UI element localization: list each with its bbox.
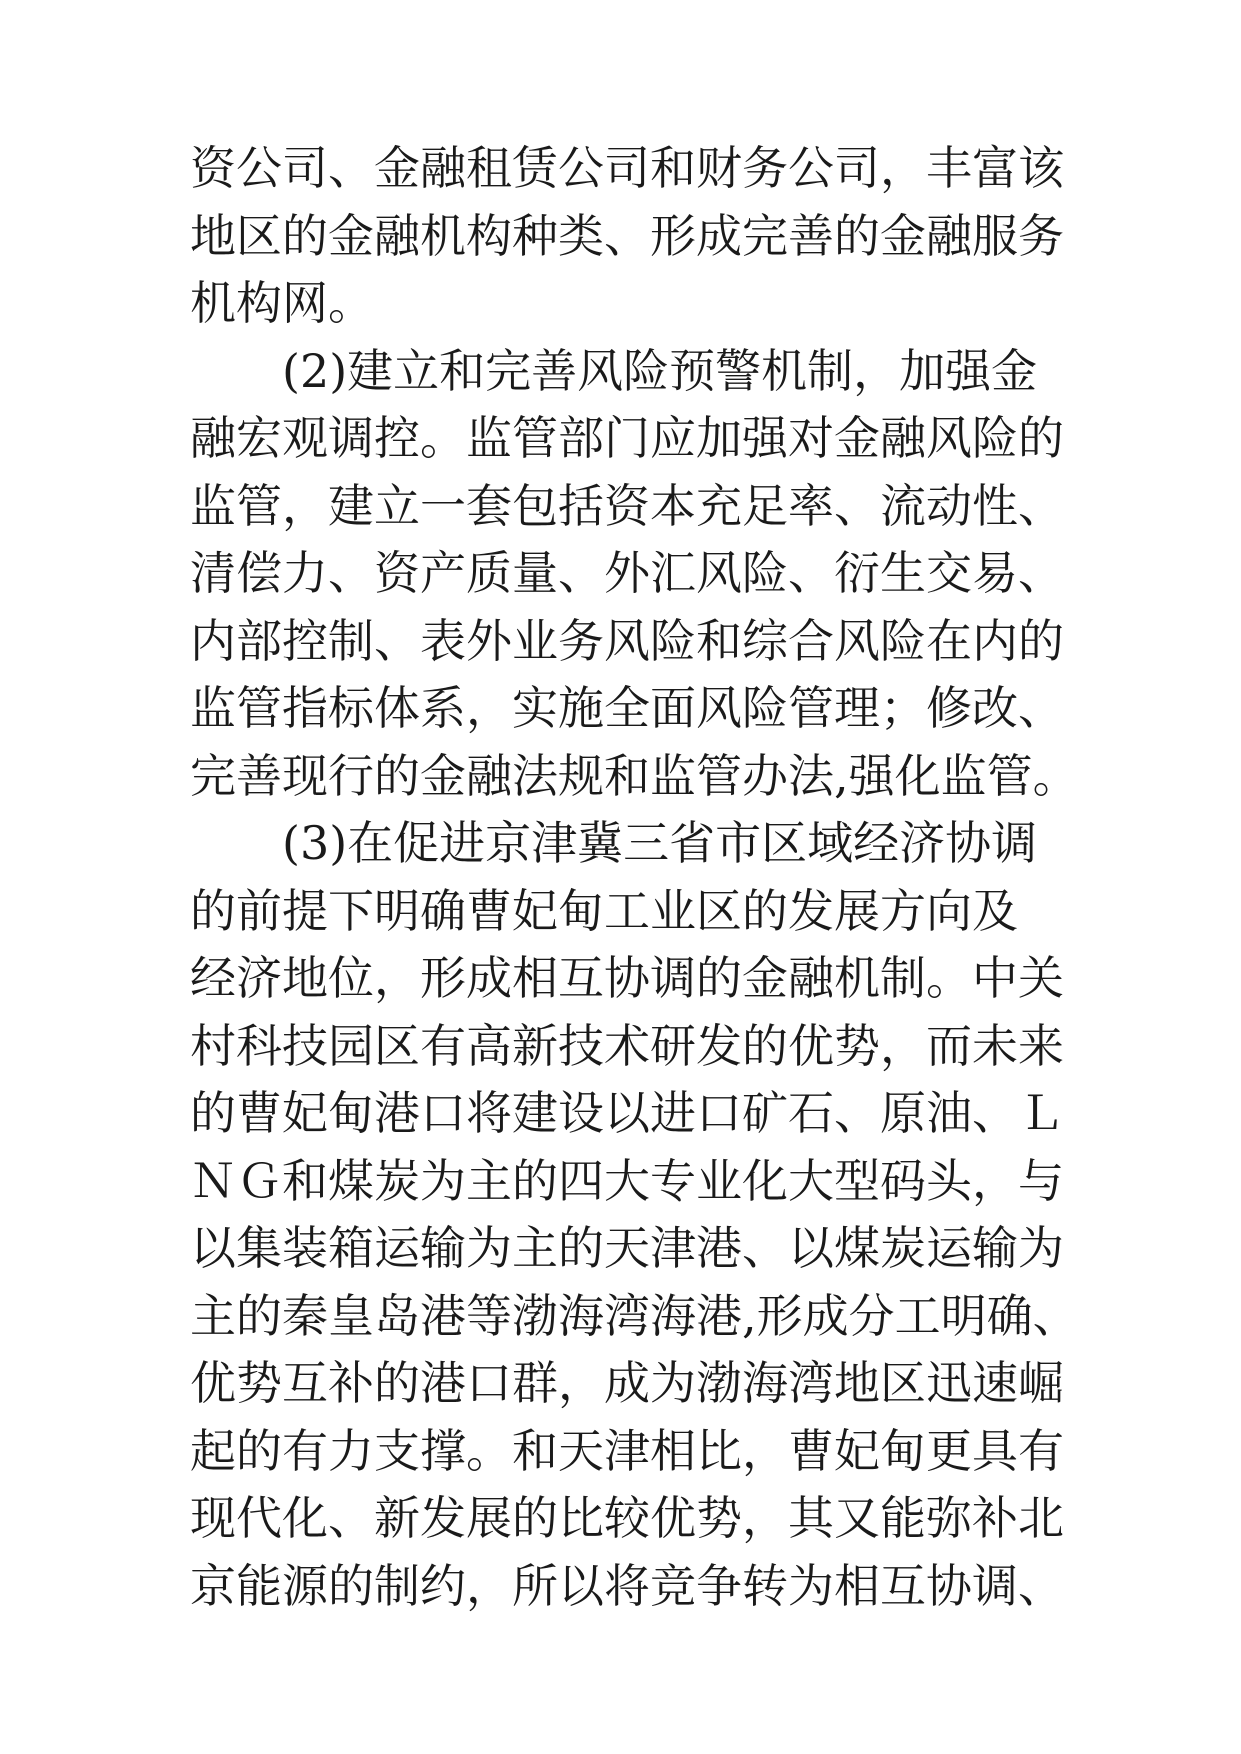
body-text [190,135,1090,1620]
text-line-21: 现代化、新发展的比较优势，其又能弥补北 [190,1491,1064,1545]
text-line-8: 内部控制、表外业务风险和综合风险在内的 [190,613,1064,668]
text-line-2: 地区的金融机构种类、形成完善的金融服务 [190,208,1064,263]
text-line-9: 监管指标体系，实施全面风险管理；修改、 [190,681,1064,735]
text-line-22: 京能源的制约，所以将竞争转为相互协调、 [190,1558,1064,1613]
text-line-17: 以集装箱运输为主的天津港、以煤炭运输为 [190,1221,1064,1275]
text-line-1: 资公司、金融租赁公司和财务公司，丰富该 [190,141,1064,195]
text-line-14: 村科技园区有高新技术研发的优势，而未来 [190,1018,1064,1073]
text-line-15: 的曹妃甸港口将建设以进口矿石、原油、Ｌ [190,1086,1064,1140]
text-line-3: 机构网。 [190,276,374,330]
text-line-16: ＮＧ和煤炭为主的四大专业化大型码头，与 [190,1153,1064,1208]
text-line-4-paragraph-2-start: (2)建立和完善风险预警机制，加强金 [282,343,1038,398]
text-line-5: 融宏观调控。监管部门应加强对金融风险的 [190,411,1064,465]
text-line-10: 完善现行的金融法规和监管办法,强化监管。 [190,748,1079,803]
text-line-18: 主的秦皇岛港等渤海湾海港,形成分工明确、 [190,1288,1079,1343]
text-line-11-paragraph-3-start: (3)在促进京津冀三省市区域经济协调 [282,816,1038,870]
text-line-20: 起的有力支撑。和天津相比，曹妃甸更具有 [190,1423,1064,1478]
text-line-13: 经济地位，形成相互协调的金融机制。中关 [190,951,1064,1005]
text-line-12: 的前提下明确曹妃甸工业区的发展方向及 [190,883,1018,938]
text-line-6: 监管，建立一套包括资本充足率、流动性、 [190,478,1064,533]
text-line-19: 优势互补的港口群，成为渤海湾地区迅速崛 [190,1356,1064,1410]
text-line-7: 清偿力、资产质量、外汇风险、衍生交易、 [190,546,1064,600]
